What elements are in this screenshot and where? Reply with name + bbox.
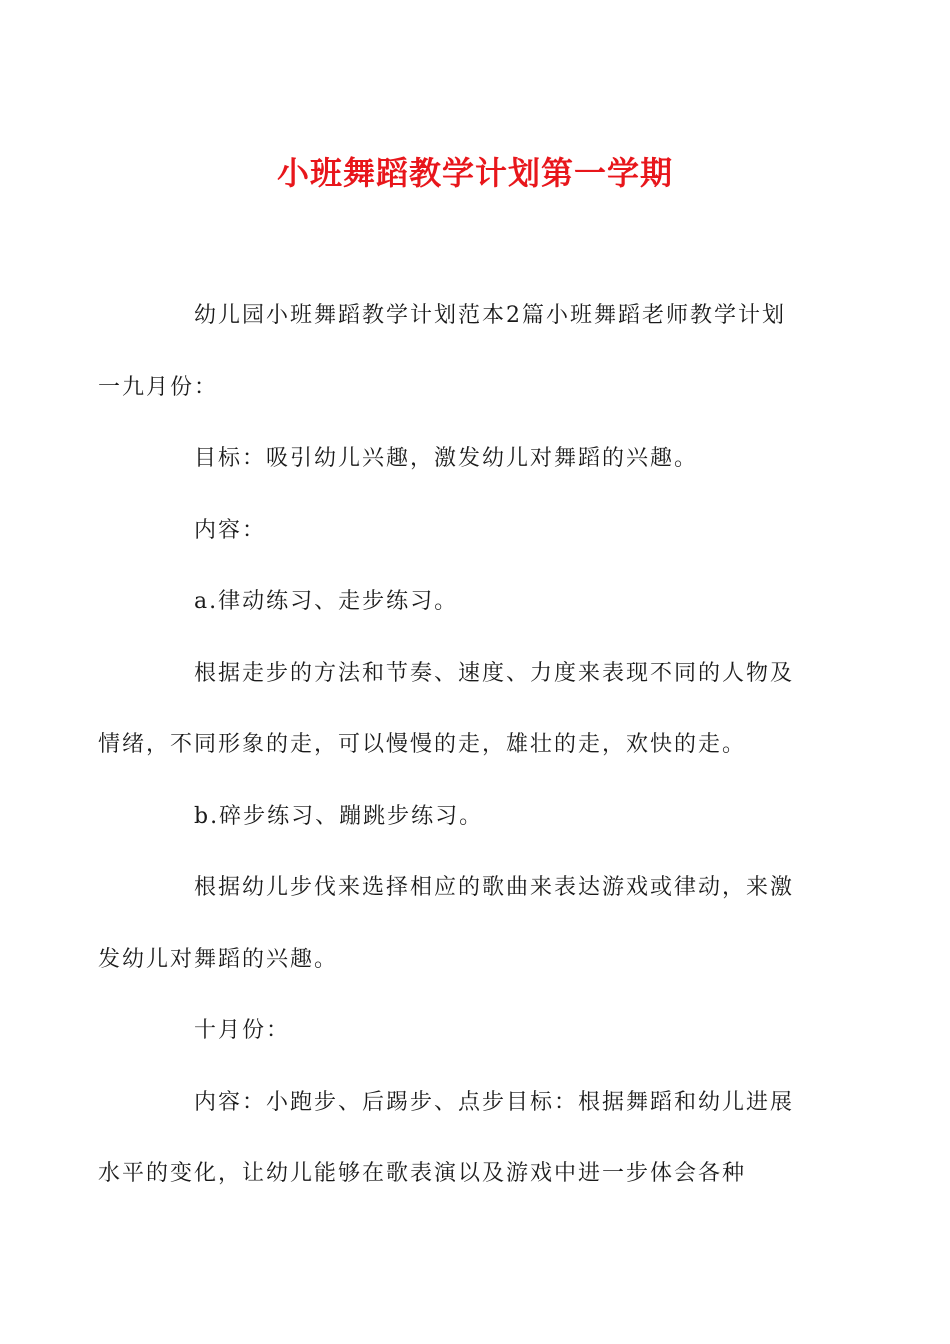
text-line: 幼儿园小班舞蹈教学计划范本2篇小班舞蹈老师教学计划 (194, 303, 786, 328)
text-line: a.律动练习、走步练习。 (194, 589, 459, 614)
paragraph (146, 781, 796, 853)
paragraph (98, 1067, 796, 1210)
document-title: 小班舞蹈教学计划第一学期 (276, 154, 673, 192)
paragraph (146, 566, 796, 638)
paragraph (98, 638, 796, 781)
text-line: 水平的变化，让幼儿能够在歌表演以及游戏中进一步体会各种 (98, 1161, 747, 1186)
text-line: 一九月份： (98, 374, 219, 400)
paragraph (146, 495, 796, 567)
document-body (98, 280, 796, 1210)
paragraph (98, 280, 796, 423)
text-line: 十月份： (194, 1018, 291, 1043)
text-line: 情绪，不同形象的走，可以慢慢的走，雄壮的走，欢快的走。 (98, 732, 747, 757)
text-line: b.碎步练习、蹦跳步练习。 (194, 803, 484, 829)
paragraph (98, 852, 796, 995)
text-line: 根据幼儿步伐来选择相应的歌曲来表达游戏或律动，来激 (194, 875, 795, 900)
paragraph (146, 423, 796, 495)
paragraph (146, 995, 796, 1067)
text-line: 内容：小跑步、后踢步、点步目标：根据舞蹈和幼儿进展 (194, 1089, 795, 1115)
text-line: 根据走步的方法和节奏、速度、力度来表现不同的人物及 (194, 660, 795, 686)
text-line: 发幼儿对舞蹈的兴趣。 (98, 946, 339, 972)
text-line: 目标：吸引幼儿兴趣，激发幼儿对舞蹈的兴趣。 (194, 446, 699, 471)
text-line: 内容： (194, 517, 267, 543)
